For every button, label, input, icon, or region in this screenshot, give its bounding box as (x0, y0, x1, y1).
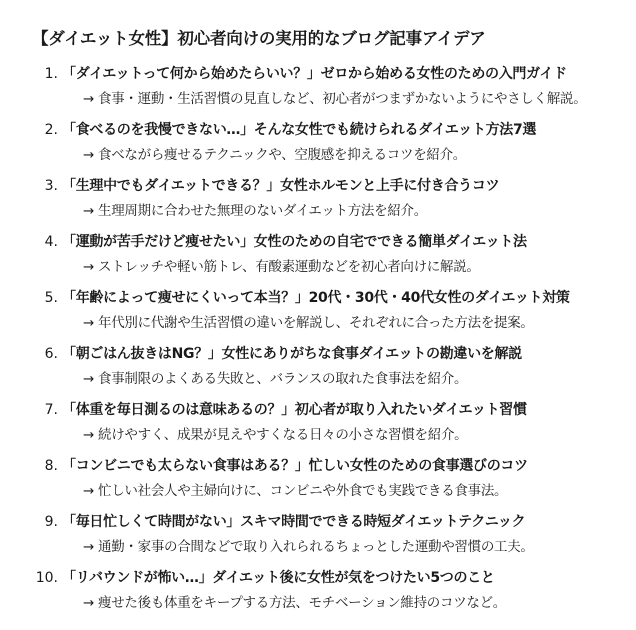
item-number: 9. (44, 514, 58, 530)
item-title: 「コンビニでも太らない食事はある？」忙しい女性のための食事選びのコツ (62, 458, 528, 474)
item-description-row (62, 366, 636, 392)
item-number: 6. (44, 346, 58, 362)
item-number: 7. (44, 402, 58, 418)
arrow-right-icon: → (83, 315, 95, 331)
item-description: 食事・運動・生活習慣の見直しなど、初心者がつまずかないようにやさしく解説。 (98, 91, 587, 107)
item-description-row (62, 254, 636, 280)
item-description-row (62, 142, 636, 168)
item-title: 「食べるのを我慢できない…」そんな女性でも続けられるダイエット方法7選 (62, 122, 537, 138)
item-description: 生理周期に合わせた無理のないダイエット方法を紹介。 (98, 203, 427, 219)
item-number: 8. (44, 458, 58, 474)
item-description: 忙しい社会人や主婦向けに、コンビニや外食でも実践できる食事法。 (98, 483, 508, 499)
arrow-right-icon: → (83, 427, 95, 443)
arrow-right-icon: → (83, 595, 95, 611)
item-title: 「リバウンドが怖い…」ダイエット後に女性が気をつけたい5つのこと (62, 570, 495, 586)
arrow-right-icon: → (83, 259, 95, 275)
arrow-right-icon: → (83, 147, 95, 163)
item-description: 年代別に代謝や生活習慣の違いを解説し、それぞれに合った方法を提案。 (98, 315, 534, 331)
item-title: 「体重を毎日測るのは意味あるの？」初心者が取り入れたいダイエット習慣 (62, 402, 527, 418)
list-item (32, 118, 636, 174)
item-number: 4. (44, 234, 58, 250)
item-number: 3. (44, 178, 58, 194)
item-description: 通勤・家事の合間などで取り入れられるちょっとした運動や習慣の工夫。 (98, 539, 534, 555)
page-title: 【ダイエット女性】初心者向けの実用的なブログ記事アイデア (32, 29, 486, 48)
arrow-right-icon: → (83, 483, 95, 499)
item-number: 10. (35, 570, 58, 586)
item-description-row (62, 310, 636, 336)
item-description: 食べながら痩せるテクニックや、空腹感を抑えるコツを紹介。 (98, 147, 466, 163)
list-item (32, 510, 636, 566)
arrow-right-icon: → (83, 371, 95, 387)
item-description-row (62, 478, 636, 504)
item-description-row (62, 86, 636, 112)
item-title: 「運動が苦手だけど痩せたい」女性のための自宅でできる簡単ダイエット法 (62, 234, 527, 250)
item-title: 「朝ごはん抜きはNG？」女性にありがちな食事ダイエットの勘違いを解説 (62, 346, 522, 362)
item-description: 痩せた後も体重をキープする方法、モチベーション維持のコツなど。 (98, 595, 507, 611)
list-item (32, 342, 636, 398)
arrow-right-icon: → (83, 539, 95, 555)
list-item (32, 230, 636, 286)
item-title: 「年齢によって痩せにくいって本当？」20代・30代・40代女性のダイエット対策 (62, 290, 570, 306)
list-item (32, 286, 636, 342)
arrow-right-icon: → (83, 203, 95, 219)
item-description-row (62, 590, 636, 616)
list-item (32, 566, 636, 622)
item-number: 5. (44, 290, 58, 306)
item-description: 続けやすく、成果が見えやすくなる日々の小さな習慣を紹介。 (98, 427, 468, 443)
item-description: ストレッチや軽い筋トレ、有酸素運動などを初心者向けに解説。 (98, 259, 480, 275)
list-item (32, 62, 636, 118)
item-title: 「毎日忙しくて時間がない」スキマ時間でできる時短ダイエットテクニック (62, 514, 526, 530)
item-description-row (62, 198, 636, 224)
item-title: 「生理中でもダイエットできる？」女性ホルモンと上手に付き合うコツ (62, 178, 500, 194)
list-item (32, 174, 636, 230)
item-description-row (62, 422, 636, 448)
idea-list (32, 62, 636, 622)
item-description-row (62, 534, 636, 560)
list-item (32, 454, 636, 510)
arrow-right-icon: → (83, 91, 95, 107)
item-number: 2. (44, 122, 58, 138)
list-item (32, 398, 636, 454)
item-number: 1. (44, 66, 58, 82)
item-title: 「ダイエットって何から始めたらいい？」ゼロから始める女性のための入門ガイド (62, 66, 567, 82)
item-description: 食事制限のよくある失敗と、バランスの取れた食事法を紹介。 (98, 371, 468, 387)
